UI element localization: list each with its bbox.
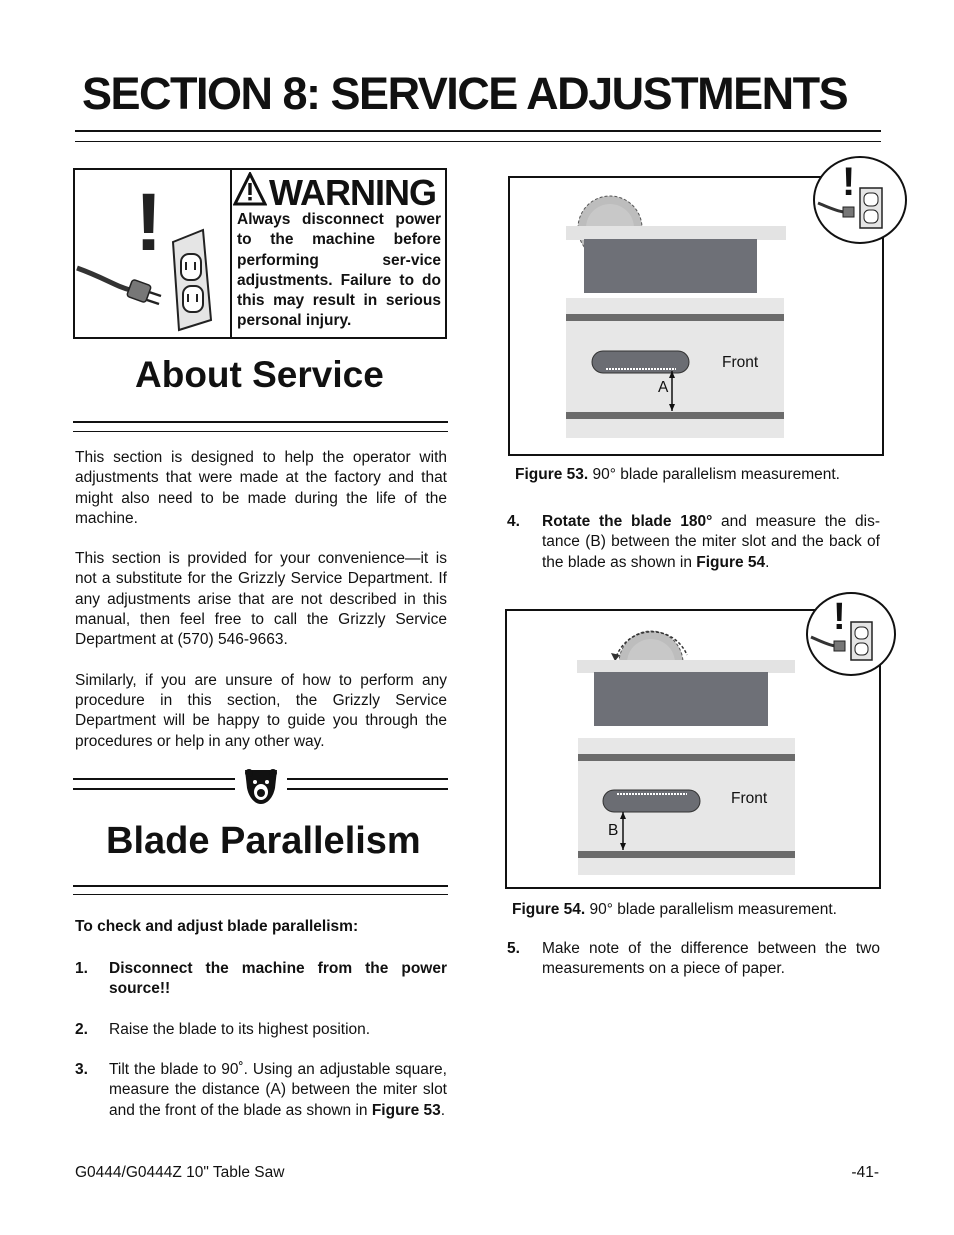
figure-53-label: Figure 53. <box>515 466 589 483</box>
figure-53-caption <box>515 466 840 484</box>
warning-text: Always disconnect power to the machine before performing ser-vice adjustments. Failure to do this may result in serious personal injury. <box>237 211 441 330</box>
figure-53-ref[interactable]: Figure 53 <box>371 1101 441 1119</box>
step-5 <box>507 939 880 981</box>
about-rule-top <box>73 421 448 423</box>
step-3-end: . <box>440 1101 446 1119</box>
step-3-text: Tilt the blade to 90˚. Using an adjustable square, measure the distance (A) between the miter slot and the front of the blade as shown in <box>109 1061 447 1119</box>
blade-rule-top <box>73 885 448 887</box>
step-3-body <box>109 1060 447 1121</box>
step-3 <box>75 1060 447 1142</box>
about-body <box>75 448 447 772</box>
unplug-icon <box>75 170 230 337</box>
about-rule-bottom <box>73 431 448 432</box>
step-4-body <box>542 512 880 573</box>
page-number: -41- <box>851 1164 879 1181</box>
footer-model: G0444/G0444Z 10" Table Saw <box>75 1164 285 1181</box>
step-2 <box>75 1020 447 1041</box>
blade-rule-bottom <box>73 894 448 895</box>
step-1-number: 1. <box>75 960 88 977</box>
step-1 <box>75 959 447 1001</box>
figure-54-caption-text: 90° blade parallelism measurement. <box>585 901 837 918</box>
figure-54-point-label: B <box>608 822 619 839</box>
about-paragraph-1: This section is designed to help the operator with adjustments that were made at the factory and that might also need to be made during the life of the machine. <box>75 449 447 527</box>
blade-intro: To check and adjust blade parallelism: <box>75 918 359 935</box>
figure-54-caption <box>512 901 837 919</box>
about-heading: About Service <box>135 354 384 395</box>
about-paragraph-3: Similarly, if you are unsure of how to perform any procedure in this section, the Grizzly Service Department will be happy to guide you through the procedures or help in any other way. <box>75 671 447 750</box>
step-4-text: and measure the dis-tance (B) between the miter slot and the back of the blade as shown in <box>542 513 881 571</box>
figure-53-caption-text: 90° blade parallelism measurement. <box>588 466 840 483</box>
step-4-end: . <box>765 553 770 571</box>
figure-54-front-label: Front <box>731 790 768 807</box>
figure-53-unplug-icon <box>812 155 908 245</box>
figure-53-point-label: A <box>658 379 669 396</box>
figure-53-front-label: Front <box>722 354 759 371</box>
title-rule-top <box>75 130 881 132</box>
step-2-text: Raise the blade to its highest position. <box>109 1021 371 1038</box>
page-title: SECTION 8: SERVICE ADJUSTMENTS <box>82 68 848 119</box>
about-paragraph-2: This section is provided for your convenience—it is not a substitute for the Grizzly Service Department. If any adjustments arise that are not described in this manual, then feel free to call the Grizzly Service Department at (570) 546-9663. <box>75 550 447 649</box>
figure-54-unplug-icon <box>805 591 897 677</box>
figure-54-ref[interactable]: Figure 54 <box>696 553 766 571</box>
step-2-number: 2. <box>75 1021 88 1038</box>
step-4-bold: Rotate the blade 180° <box>542 513 713 530</box>
warning-triangle-icon <box>233 172 267 206</box>
divider-rule-left-2 <box>73 788 235 790</box>
warning-divider <box>230 170 232 337</box>
title-rule-bottom <box>75 141 881 142</box>
divider-rule-left-1 <box>73 778 235 780</box>
divider-rule-right-1 <box>287 778 448 780</box>
warning-heading: WARNING <box>269 172 436 213</box>
svg-text:!: ! <box>842 160 856 204</box>
step-5-text: Make note of the difference between the two measurements on a piece of paper. <box>542 940 880 978</box>
step-4 <box>507 512 880 574</box>
figure-54-label: Figure 54. <box>512 901 586 918</box>
svg-text:!: ! <box>833 596 846 638</box>
step-4-number: 4. <box>507 513 520 530</box>
step-1-text: Disconnect the machine from the power source!! <box>109 960 447 998</box>
warning-box <box>73 168 447 339</box>
step-5-number: 5. <box>507 940 520 957</box>
bear-logo-icon <box>241 766 281 806</box>
step-3-number: 3. <box>75 1061 88 1078</box>
divider-rule-right-2 <box>287 788 448 790</box>
blade-heading: Blade Parallelism <box>106 820 421 862</box>
svg-text:!: ! <box>135 177 163 268</box>
